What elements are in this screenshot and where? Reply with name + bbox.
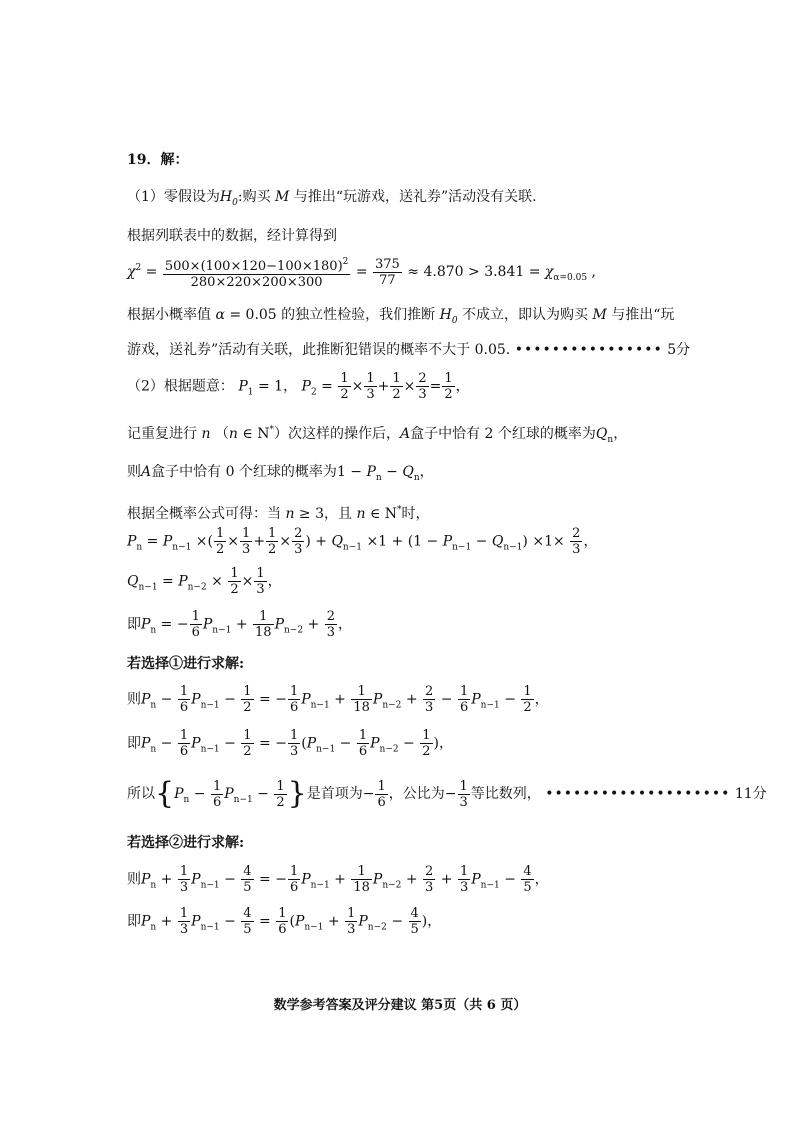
- m-symbol: M: [270, 189, 294, 205]
- record-line: 记重复进行 n （n ∈ N*）次这样的操作后，A盒子中恰有 2 个红球的概率为$Q_n$，: [127, 425, 628, 445]
- option-1-conclusion: 所以{$P_n$ − $\frac{1}{6}$ $P_{n-1}$ − $\frac{1}{2}$ }是首项为− $\frac{1}{6}$ ，公比为− $\frac{1}{3}$ 等比数列， •••••••••••••••••••• 11分: [127, 776, 767, 811]
- score-leader-dots: ••••••••••••••••: [514, 342, 663, 358]
- calc-intro-line: 根据列联表中的数据，经计算得到: [127, 228, 337, 244]
- page-footer: 数学参考答案及评分建议 第5页（共 6 页）: [273, 998, 527, 1013]
- null-hypothesis-line: [127, 187, 537, 213]
- option-1-step-2: 即$P_n$ − $\frac{1}{6}$ $P_{n-1}$ − $\frac{1}{2}$ = − $\frac{1}{3}$ ($P_{n-1}$ − $\frac{1}{6}$ $P_{n-2}$ − $\frac{1}{2}$ )，: [127, 728, 453, 759]
- option-1-step-1: 则$P_n$ − $\frac{1}{6}$ $P_{n-1}$ − $\frac{1}{2}$ = − $\frac{1}{6}$ $P_{n-1}$ + $\frac{1}{18}$ $P_{n-2}$ + $\frac{2}{3}$ − $\frac{1}{6}$ $P_{n-1}$ − $\frac{1}{2}$ ，: [127, 684, 549, 715]
- conclusion-line-1: 根据小概率值 α = 0.05 的独立性检验，我们推断 $H_0$ 不成立，即认为购买 M 与推出“玩: [127, 307, 675, 326]
- chi-square-fraction: $\frac{500\times(100\times 120-100\times 180)^2}{280\times 220\times 200\times 300}$: [164, 256, 349, 290]
- option-2-heading: 若选择②进行求解:: [127, 835, 245, 851]
- option-1-heading: 若选择①进行求解:: [127, 656, 245, 672]
- score-11: 11分: [734, 786, 767, 802]
- problem-heading: 19．解：: [127, 152, 189, 168]
- simplified-recurrence-line: 即$P_n$ = − $\frac{1}{6}$ $P_{n-1}$ + $\frac{1}{18}$ $P_{n-2}$ + $\frac{2}{3}$ ，: [127, 609, 352, 640]
- h0-symbol: $H_0$: [219, 189, 238, 208]
- chi-critical-subscript: α=0.05: [553, 273, 588, 283]
- option-2-step-2: 即$P_n$ + $\frac{1}{3}$ $P_{n-1}$ − $\frac{4}{5}$ = $\frac{1}{6}$ ($P_{n-1}$ + $\frac{1}{3}$ $P_{n-2}$ − $\frac{4}{5}$ )，: [127, 906, 442, 937]
- h0-text-c: 与推出“玩游戏，送礼券”活动没有关联.: [293, 189, 537, 205]
- h0-text-a: （1）零假设为: [127, 189, 220, 205]
- option-2-step-1: 则$P_n$ + $\frac{1}{3}$ $P_{n-1}$ − $\frac{4}{5}$ = − $\frac{1}{6}$ $P_{n-1}$ + $\frac{1}{18}$ $P_{n-2}$ + $\frac{2}{3}$ + $\frac{1}{3}$ $P_{n-1}$ − $\frac{4}{5}$ ，: [127, 864, 549, 895]
- part2-intro-line: （2）根据题意： $P_1 = 1$， $P_2$ = $\frac{1}{2}$ × $\frac{1}{3}$ + $\frac{1}{2}$ × $\frac{2}{3}$ = $\frac{1}{2}$ ，: [127, 371, 470, 402]
- recurrence-qn-line: $Q_{n-1} = P_{n-2}$ × $\frac{1}{2}$ × $\frac{1}{3}$ ，: [127, 566, 282, 597]
- chi-square-formula: $\chi^2$ = $\frac{500\times(100\times 120-100\times 180)^2}{280\times 220\times 200\times 300}$ = $\frac{375}{77}$ ≈ $4.870 > 3.841 = \chi_{\alpha=0.05}$ ,: [127, 256, 596, 290]
- recurrence-pn-line: $P_n = P_{n-1}$ ×( $\frac{1}{2}$ × $\frac{1}{3}$ + $\frac{1}{2}$ × $\frac{2}{3}$ ) + $Q_{n-1} \times 1 + (1 - P_{n-1} - Q_{n-1}) \times 1\times$ $\frac{2}{3}$ ，: [127, 526, 598, 557]
- h0-text-b: :购买: [237, 189, 271, 205]
- chi-square-value-fraction: $\frac{375}{77}$: [375, 256, 400, 288]
- zero-red-line: 则A盒子中恰有 0 个红球的概率为$1 - P_n - Q_n$，: [127, 464, 434, 483]
- total-probability-line: 根据全概率公式可得：当 n ≥ 3，且 n ∈ N*时，: [127, 505, 430, 522]
- chi-square-comparison: ≈ 4.870 > 3.841 =: [407, 264, 541, 280]
- score-5: 5分: [667, 342, 691, 358]
- score-leader-dots-2: ••••••••••••••••••••: [545, 786, 731, 802]
- conclusion-line-2: 游戏，送礼券”活动有关联，此推断犯错误的概率不大于 0.05. •••••••••••••••• 5分: [127, 342, 691, 358]
